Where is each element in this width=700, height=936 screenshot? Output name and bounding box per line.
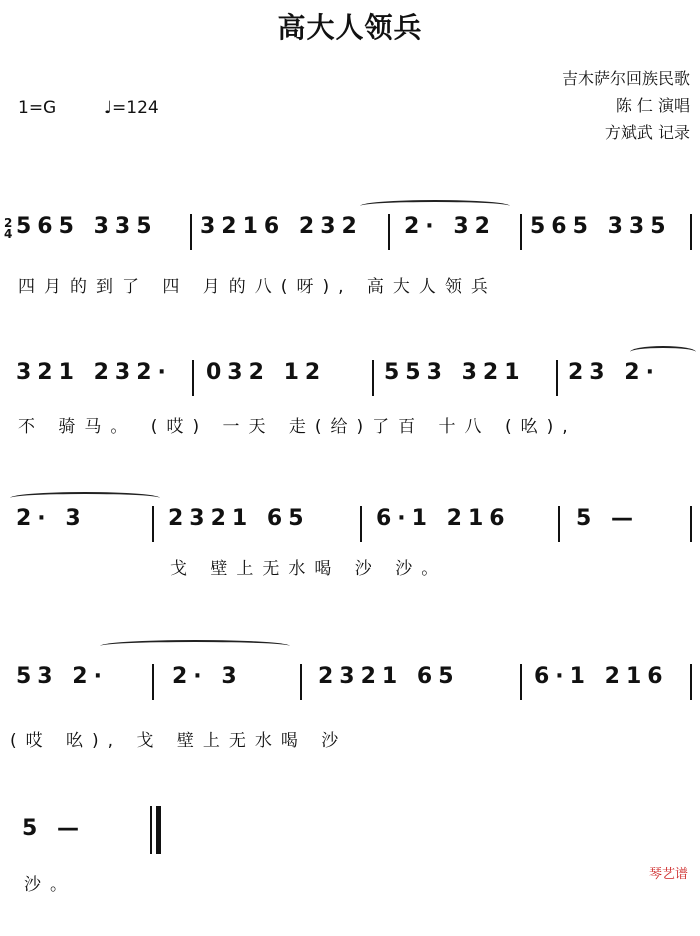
credit-origin: 吉木萨尔回族民歌	[561, 69, 690, 88]
measure-17: 5 —	[22, 816, 85, 841]
slur-mark	[10, 492, 160, 504]
measure-7: 553 321	[384, 360, 526, 385]
barline	[558, 506, 560, 542]
barline	[300, 664, 302, 700]
barline	[520, 664, 522, 700]
measure-16: 6·1 216	[534, 664, 669, 689]
slur-mark	[630, 346, 696, 358]
measure-13: 53 2·	[16, 664, 108, 689]
measure-11: 6·1 216	[376, 506, 511, 531]
score-row-5	[0, 816, 700, 936]
lyrics-line: 戈 壁上无水喝 沙 沙。	[170, 559, 448, 579]
measure-9: 2· 3	[16, 506, 87, 531]
tempo-marking: ♩=124	[104, 98, 159, 118]
measure-1: 565 335	[16, 214, 158, 239]
lyrics-line: 四月的到了 四 月的八(呀), 高大人领兵	[18, 277, 497, 297]
measure-14: 2· 3	[172, 664, 243, 689]
lyrics-line: 不 骑马。 (哎) 一天 走(给)了百 十八 (吆),	[18, 417, 577, 437]
barline	[372, 360, 374, 396]
barline	[556, 360, 558, 396]
barline	[192, 360, 194, 396]
time-signature	[4, 218, 12, 240]
time-signature-top: 2	[4, 216, 13, 230]
measure-3: 2· 32	[404, 214, 496, 239]
measure-6: 032 12	[206, 360, 327, 385]
barline	[690, 506, 692, 542]
barline	[690, 214, 692, 250]
watermark-logo: 琴艺谱	[648, 867, 688, 882]
credits-block	[562, 66, 690, 147]
barline	[690, 664, 692, 700]
final-barline	[156, 806, 161, 854]
credit-performer: 陈 仁 演唱	[615, 96, 690, 115]
measure-10: 2321 65	[168, 506, 310, 531]
song-title: 高大人领兵	[277, 11, 423, 44]
key-signature: 1=G	[18, 98, 57, 118]
score-row-4	[0, 664, 700, 784]
measure-8: 23 2·	[568, 360, 660, 385]
score-row-2	[0, 360, 700, 480]
barline	[152, 664, 154, 700]
barline	[190, 214, 192, 250]
barline	[360, 506, 362, 542]
lyrics-line: (哎 吆), 戈 壁上无水喝 沙	[10, 731, 348, 751]
time-signature-bottom: 4	[4, 227, 13, 241]
score-row-3	[0, 506, 700, 626]
barline	[388, 214, 390, 250]
score-row-1	[0, 214, 700, 334]
credit-recorder: 方斌武 记录	[604, 123, 690, 142]
slur-mark	[360, 200, 510, 212]
slur-mark	[100, 640, 290, 652]
measure-5: 321 232·	[16, 360, 172, 385]
lyrics-line: 沙。	[24, 875, 76, 895]
measure-2: 3216 232	[200, 214, 363, 239]
barline	[152, 506, 154, 542]
barline	[150, 806, 152, 854]
barline	[520, 214, 522, 250]
measure-15: 2321 65	[318, 664, 460, 689]
measure-12: 5 —	[576, 506, 639, 531]
measure-4: 565 335	[530, 214, 672, 239]
